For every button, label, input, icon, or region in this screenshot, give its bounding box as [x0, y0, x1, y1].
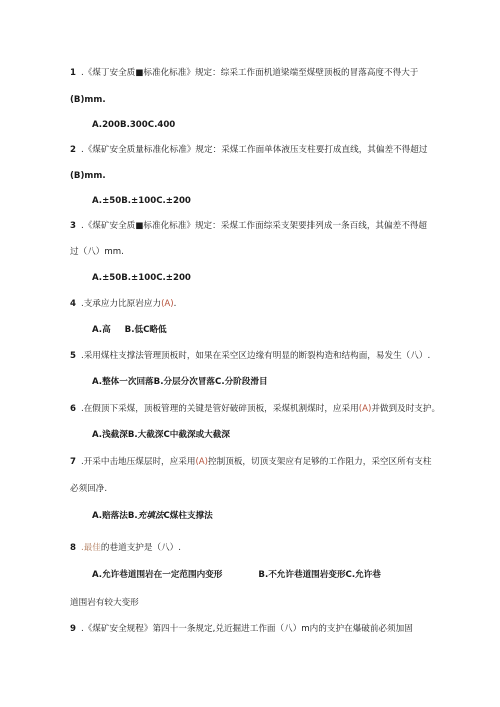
question-2-options: A.±50B.±100C.±200: [92, 196, 191, 206]
question-3-continuation: 过（八）mm.: [70, 247, 124, 257]
question-2: [70, 144, 427, 156]
question-8-continuation: 道围岩有较大变形: [70, 598, 139, 608]
question-1-options: A.200B.300C.400: [92, 120, 176, 130]
option-a: A.高: [92, 325, 111, 335]
answer-mark: (A): [195, 457, 209, 467]
question-number: 7: [70, 457, 76, 467]
question-4: [70, 298, 176, 310]
question-6: [70, 403, 440, 415]
question-text: .《煤丁安全质■标准化标准》规定：综采工作面机道梁端至煤壁顶板的冒落高度不得大于: [80, 68, 419, 78]
option-b: B.低C略低: [124, 325, 167, 335]
question-text: .最佳: [80, 543, 101, 553]
question-text: .开采中击地压煤层时，应采用: [80, 457, 196, 467]
question-4-options: [92, 324, 167, 336]
option-text-end: C煤柱支撑法: [163, 511, 213, 521]
answer-mark: (A): [358, 404, 372, 414]
question-number: 2: [70, 145, 76, 155]
question-number: 3: [70, 221, 76, 231]
question-5-options: A.整体一次回落B.分层分次冒落C.分阶段滑目: [92, 377, 268, 387]
question-7-options: [92, 510, 213, 522]
question-1: [70, 67, 418, 79]
question-3-options: A.±50B.±100C.±200: [92, 273, 191, 283]
question-text-end: 并做到及时支护。: [371, 404, 441, 414]
question-number: 5: [70, 351, 76, 361]
question-text: .采用煤柱支撑法管理顶板时，如果在采空区边缘有明显的断裂构造和结构面，易发生（八）.: [80, 351, 431, 361]
question-1-continuation: (B)mm.: [70, 95, 106, 105]
question-text-end: 的巷道支护是（八）.: [100, 543, 181, 553]
question-number: 9: [70, 624, 76, 634]
question-text: .支承应力比原岩应力: [80, 299, 162, 309]
question-7: [70, 456, 431, 468]
question-number: 1: [70, 68, 76, 78]
question-text: .在假顶下采煤，顶板管理的关键是管好破碎顶板，采煤机割煤时，应采用: [80, 404, 359, 414]
question-2-continuation: (B)mm.: [70, 171, 106, 181]
question-number: 8: [70, 543, 76, 553]
question-text-end: 控制顶板，切顶支架应有足够的工作阻力，采空区所有支柱: [208, 457, 432, 467]
question-7-continuation: 必须回净.: [70, 484, 108, 494]
question-8: [70, 542, 181, 554]
question-number: 6: [70, 404, 76, 414]
answer-mark: (A): [161, 299, 174, 309]
question-text: .《煤矿安全规程》第四十一条规定,兑近掘进工作面（八）m内的支护在爆破前必须加固: [80, 624, 413, 634]
option-b: B.不允许巷道围岩变形C.允许巷: [258, 570, 381, 580]
question-text: .《煤矿安全质■标准化标准》规定：采煤工作面综采支架要排列成一条百线，其偏差不得超: [80, 221, 427, 231]
question-9: [70, 623, 413, 635]
question-5: [70, 350, 430, 362]
question-number: 4: [70, 299, 76, 309]
question-8-options: [92, 569, 381, 581]
option-text: A.赔落法B.: [92, 511, 138, 521]
question-text: .《煤矿安全质量标准化标准》规定：采煤工作面单体液压支柱要打成直线，其偏差不得超过: [80, 145, 428, 155]
option-a: A.允许巷道围岩在一定范围内变形: [92, 570, 223, 580]
option-emphasis: 充填法: [137, 511, 164, 521]
question-6-options: A.浅截深B.大截深C中截深或大截深: [92, 430, 230, 440]
question-text-end: .: [173, 299, 177, 309]
question-3: [70, 220, 427, 232]
